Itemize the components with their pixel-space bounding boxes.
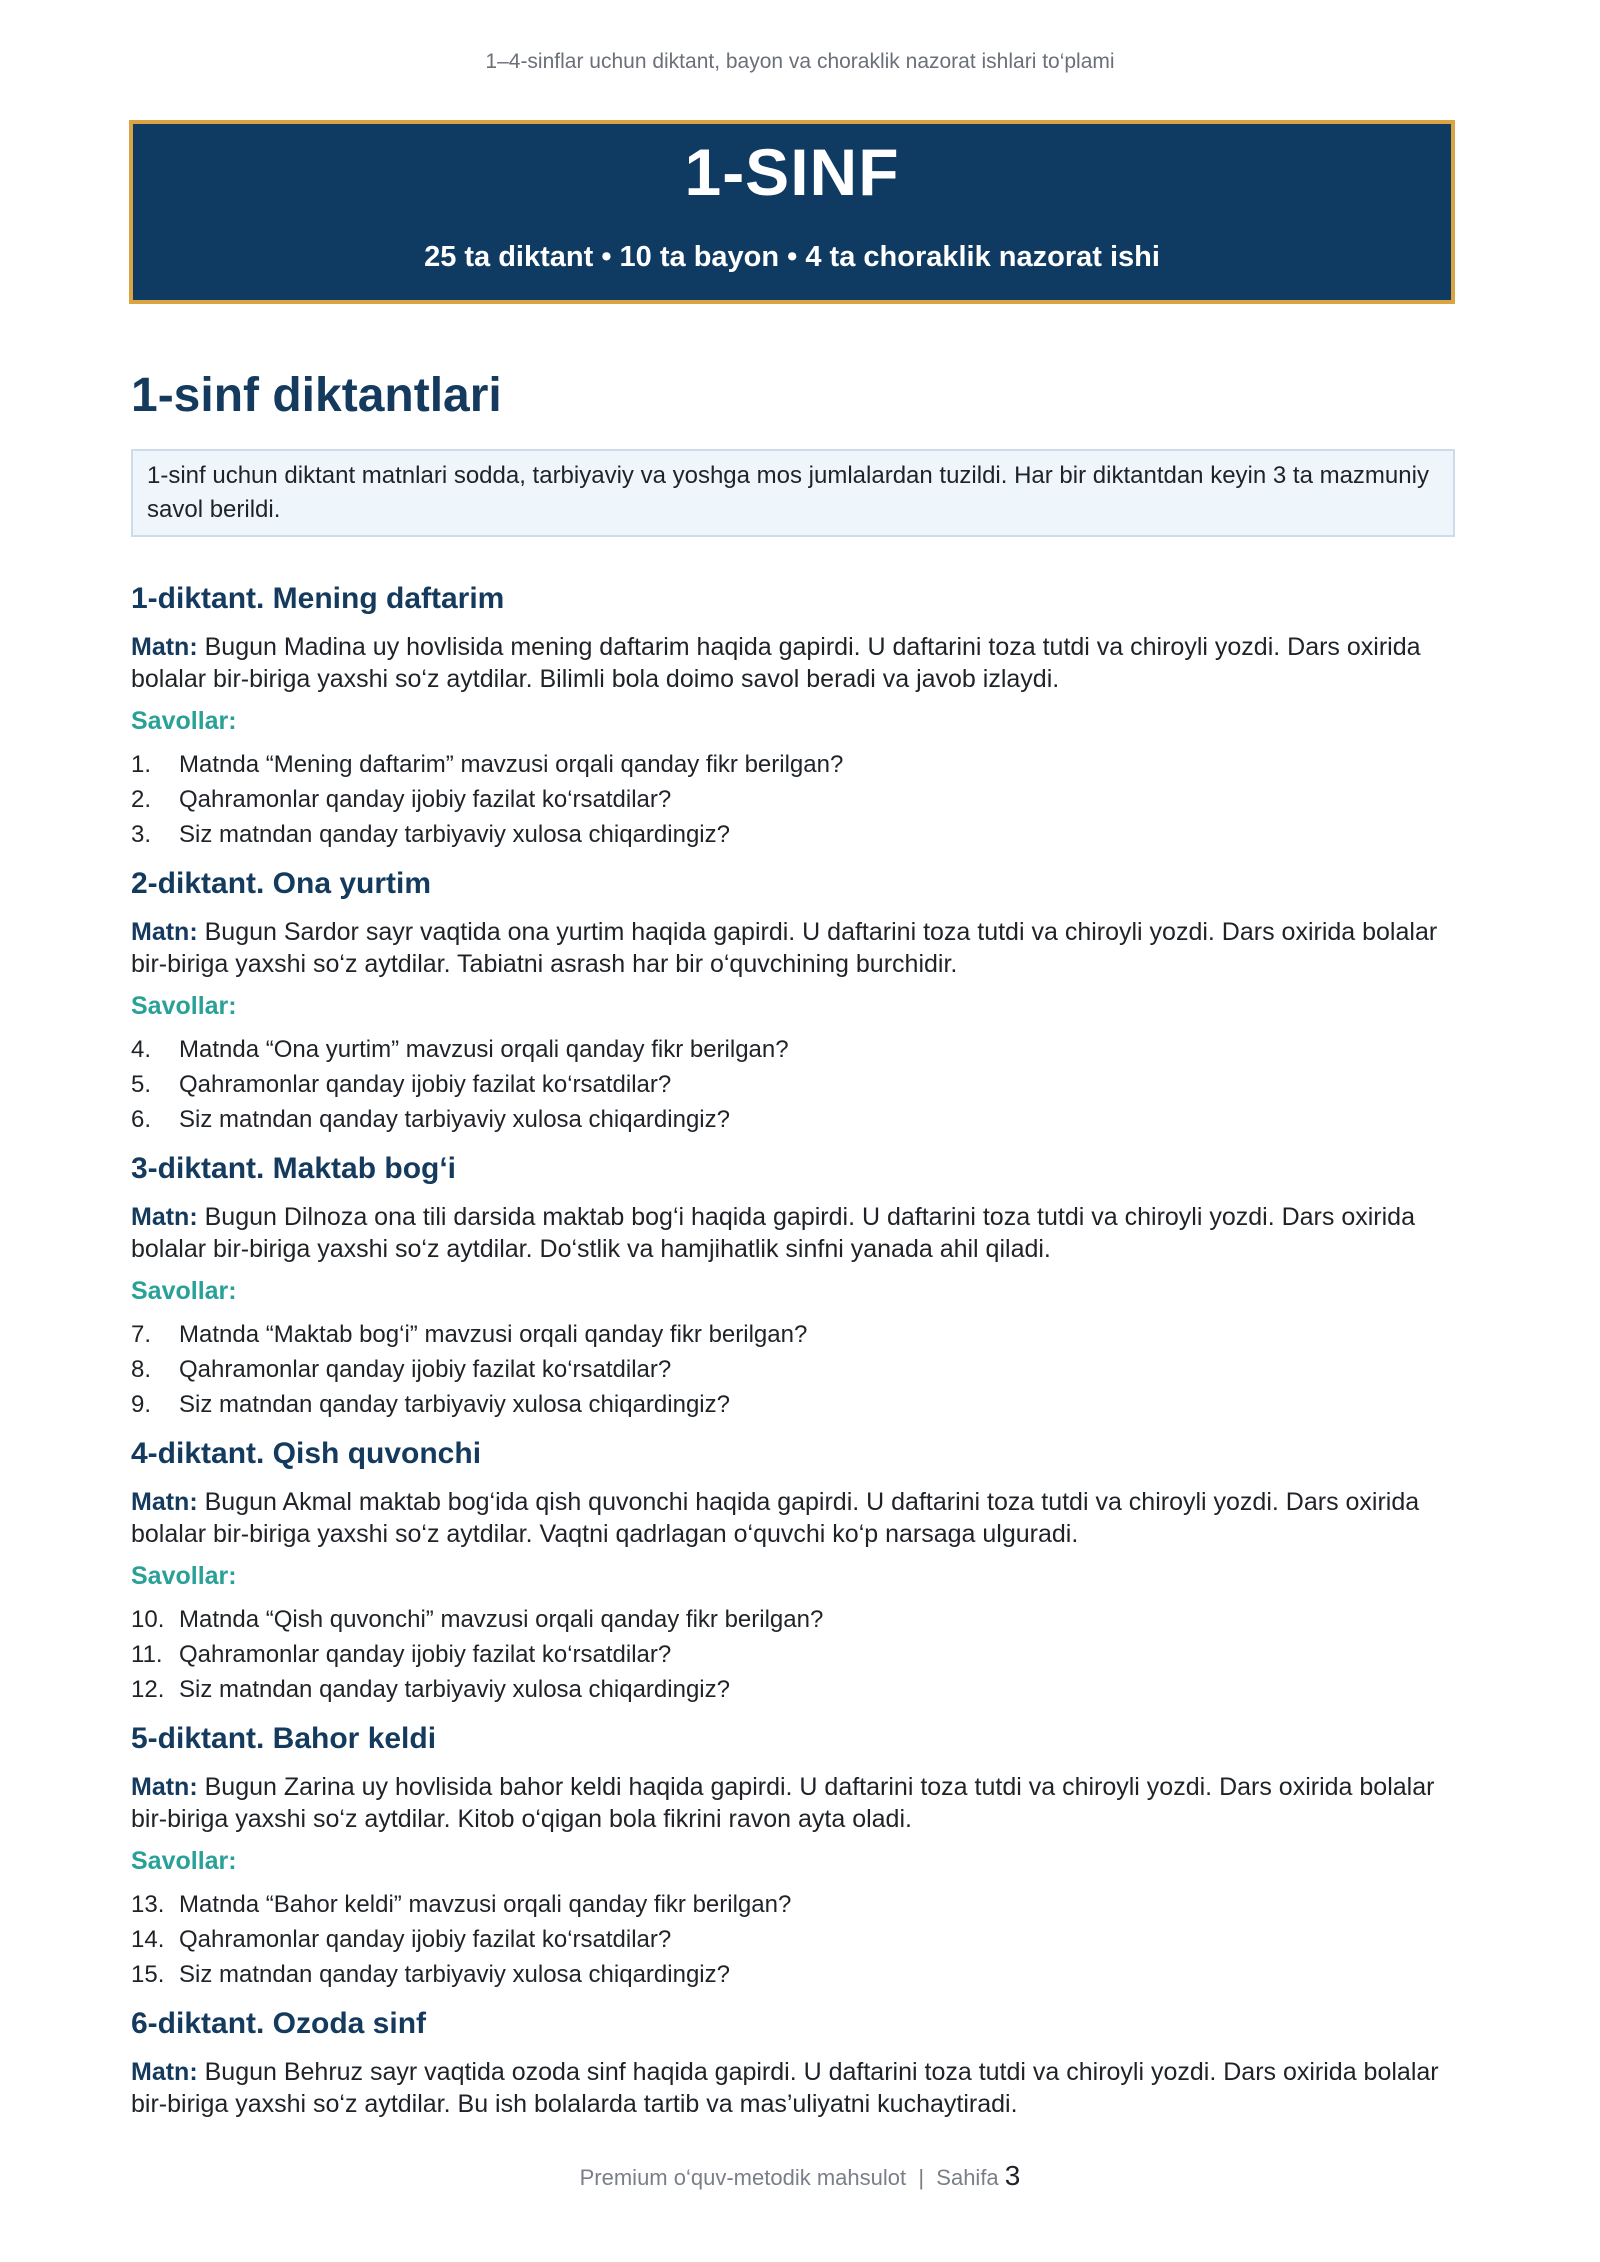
question-text: Matnda “Mening daftarim” mavzusi orqali qanday fikr berilgan? xyxy=(179,751,844,779)
dictation-block xyxy=(131,581,1455,852)
question-number: 10. xyxy=(131,1606,165,1634)
dictation-text xyxy=(131,1771,1455,1835)
dictation-body: Bugun Madina uy hovlisida mening daftarim haqida gapirdi. U daftarini toza tutdi va chiroyli yozdi. Dars oxirida bolalar bir-biriga yaxshi so‘z aytdilar. Bilimli bola doimo savol beradi va javob izlaydi. xyxy=(131,633,1421,694)
dictation-block xyxy=(131,866,1455,1137)
question-number: 5. xyxy=(131,1071,152,1099)
question-number: 12. xyxy=(131,1676,165,1704)
question-text: Qahramonlar qanday ijobiy fazilat ko‘rsatdilar? xyxy=(179,1071,672,1099)
page-content xyxy=(131,368,1455,2134)
question-item xyxy=(131,1922,1455,1957)
page-number: 3 xyxy=(1004,2160,1021,2191)
matn-label: Matn: xyxy=(131,1773,198,1802)
savollar-label: Savollar: xyxy=(131,992,237,1021)
question-item xyxy=(131,1032,1455,1067)
running-header: 1–4-sinflar uchun diktant, bayon va choraklik nazorat ishlari to‘plami xyxy=(485,50,1115,73)
matn-label: Matn: xyxy=(131,1488,198,1517)
dictation-title: 3-diktant. Maktab bog‘i xyxy=(131,1152,457,1186)
question-list xyxy=(131,1602,1455,1707)
dictation-body: Bugun Akmal maktab bog‘ida qish quvonchi haqida gapirdi. U daftarini toza tutdi va chiroyli yozdi. Dars oxirida bolalar bir-biriga yaxshi so‘z aytdilar. Vaqtni qadrlagan o‘quvchi ko‘p narsaga ulguradi. xyxy=(131,1488,1420,1549)
dictation-text xyxy=(131,916,1455,980)
question-text: Matnda “Ona yurtim” mavzusi orqali qanday fikr berilgan? xyxy=(179,1036,789,1064)
question-number: 7. xyxy=(131,1321,152,1349)
question-text: Qahramonlar qanday ijobiy fazilat ko‘rsatdilar? xyxy=(179,1356,672,1384)
question-item xyxy=(131,1672,1455,1707)
savollar-label: Savollar: xyxy=(131,707,237,736)
dictation-block xyxy=(131,1436,1455,1707)
footer-separator: | xyxy=(918,2165,925,2190)
question-item xyxy=(131,1887,1455,1922)
question-item xyxy=(131,747,1455,782)
grade-banner xyxy=(129,120,1455,304)
savollar-label: Savollar: xyxy=(131,1847,237,1876)
dictation-title: 4-diktant. Qish quvonchi xyxy=(131,1437,482,1471)
question-number: 13. xyxy=(131,1891,165,1919)
matn-label: Matn: xyxy=(131,1203,198,1232)
question-item xyxy=(131,782,1455,817)
savollar-label: Savollar: xyxy=(131,1277,237,1306)
footer-product: Premium o‘quv-metodik mahsulot xyxy=(579,2165,907,2190)
question-text: Qahramonlar qanday ijobiy fazilat ko‘rsatdilar? xyxy=(179,1926,672,1954)
question-text: Matnda “Qish quvonchi” mavzusi orqali qanday fikr berilgan? xyxy=(179,1606,824,1634)
dictation-title: 6-diktant. Ozoda sinf xyxy=(131,2007,427,2041)
matn-label: Matn: xyxy=(131,918,198,947)
question-number: 3. xyxy=(131,821,152,849)
dictation-block xyxy=(131,1151,1455,1422)
question-text: Matnda “Maktab bog‘i” mavzusi orqali qanday fikr berilgan? xyxy=(179,1321,808,1349)
question-text: Siz matndan qanday tarbiyaviy xulosa chiqardingiz? xyxy=(179,1961,730,1989)
question-text: Siz matndan qanday tarbiyaviy xulosa chiqardingiz? xyxy=(179,1676,730,1704)
question-text: Siz matndan qanday tarbiyaviy xulosa chiqardingiz? xyxy=(179,1106,730,1134)
question-number: 6. xyxy=(131,1106,152,1134)
footer-page-label: Sahifa xyxy=(936,2165,999,2190)
question-text: Qahramonlar qanday ijobiy fazilat ko‘rsatdilar? xyxy=(179,786,672,814)
question-text: Siz matndan qanday tarbiyaviy xulosa chiqardingiz? xyxy=(179,1391,730,1419)
savollar-label: Savollar: xyxy=(131,1562,237,1591)
question-number: 2. xyxy=(131,786,152,814)
question-number: 9. xyxy=(131,1391,152,1419)
question-number: 4. xyxy=(131,1036,152,1064)
question-item xyxy=(131,1317,1455,1352)
dictation-body: Bugun Behruz sayr vaqtida ozoda sinf haqida gapirdi. U daftarini toza tutdi va chiroyli yozdi. Dars oxirida bolalar bir-biriga yaxshi so‘z aytdilar. Bu ish bolalarda tartib va mas’uliyatni kuchaytiradi. xyxy=(131,2058,1439,2119)
question-item xyxy=(131,1352,1455,1387)
dictation-text xyxy=(131,2056,1455,2120)
question-item xyxy=(131,1067,1455,1102)
banner-subtitle: 25 ta diktant • 10 ta bayon • 4 ta choraklik nazorat ishi xyxy=(424,240,1160,273)
question-text: Matnda “Bahor keldi” mavzusi orqali qanday fikr berilgan? xyxy=(179,1891,792,1919)
question-number: 11. xyxy=(131,1641,163,1669)
dictation-block xyxy=(131,1721,1455,1992)
question-list xyxy=(131,747,1455,852)
question-text: Qahramonlar qanday ijobiy fazilat ko‘rsatdilar? xyxy=(179,1641,672,1669)
dictation-text xyxy=(131,631,1455,695)
question-list xyxy=(131,1317,1455,1422)
question-number: 14. xyxy=(131,1926,165,1954)
question-item xyxy=(131,1102,1455,1137)
question-number: 1. xyxy=(131,751,152,779)
section-title: 1-sinf diktantlari xyxy=(131,369,502,422)
matn-label: Matn: xyxy=(131,633,198,662)
question-number: 15. xyxy=(131,1961,165,1989)
dictation-title: 1-diktant. Mening daftarim xyxy=(131,582,505,616)
dictation-body: Bugun Sardor sayr vaqtida ona yurtim haqida gapirdi. U daftarini toza tutdi va chiroyli yozdi. Dars oxirida bolalar bir-biriga yaxshi so‘z aytdilar. Tabiatni asrash har bir o‘quvchining burchidir. xyxy=(131,918,1438,979)
intro-box: 1-sinf uchun diktant matnlari sodda, tarbiyaviy va yoshga mos jumlalardan tuzildi. Har bir diktantdan keyin 3 ta mazmuniy savol berildi. xyxy=(131,449,1455,537)
question-item xyxy=(131,1957,1455,1992)
dictation-body: Bugun Dilnoza ona tili darsida maktab bog‘i haqida gapirdi. U daftarini toza tutdi va chiroyli yozdi. Dars oxirida bolalar bir-biriga yaxshi so‘z aytdilar. Do‘stlik va hamjihatlik sinfni yanada ahil qiladi. xyxy=(131,1203,1415,1264)
banner-title: 1-SINF xyxy=(684,135,900,209)
question-item xyxy=(131,1637,1455,1672)
question-text: Siz matndan qanday tarbiyaviy xulosa chiqardingiz? xyxy=(179,821,730,849)
dictation-body: Bugun Zarina uy hovlisida bahor keldi haqida gapirdi. U daftarini toza tutdi va chiroyli yozdi. Dars oxirida bolalar bir-biriga yaxshi so‘z aytdilar. Kitob o‘qigan bola fikrini ravon ayta oladi. xyxy=(131,1773,1435,1834)
question-item xyxy=(131,1602,1455,1637)
question-number: 8. xyxy=(131,1356,152,1384)
dictation-text xyxy=(131,1486,1455,1550)
dictation-title: 5-diktant. Bahor keldi xyxy=(131,1722,437,1756)
running-footer xyxy=(0,2160,1600,2192)
question-item xyxy=(131,1387,1455,1422)
question-list xyxy=(131,1032,1455,1137)
dictation-block xyxy=(131,2006,1455,2120)
dictation-list xyxy=(131,581,1455,2120)
dictation-text xyxy=(131,1201,1455,1265)
question-list xyxy=(131,1887,1455,1992)
question-item xyxy=(131,817,1455,852)
matn-label: Matn: xyxy=(131,2058,198,2087)
dictation-title: 2-diktant. Ona yurtim xyxy=(131,867,432,901)
